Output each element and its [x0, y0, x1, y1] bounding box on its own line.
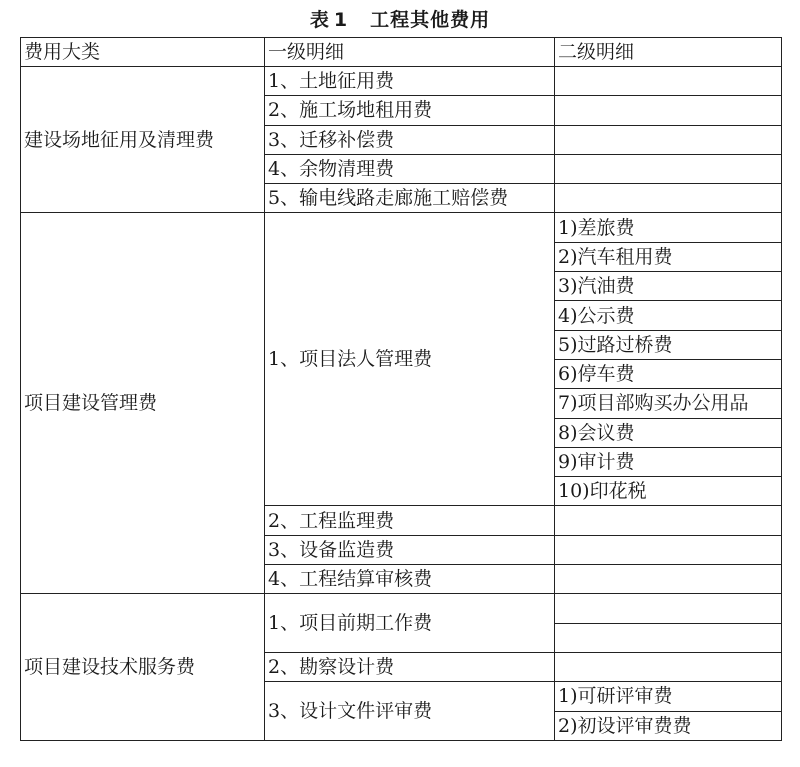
level2-cell — [555, 184, 782, 213]
level2-cell — [555, 154, 782, 183]
level1-cell: 5、输电线路走廊施工赔偿费 — [265, 184, 555, 213]
level1-cell: 3、迁移补偿费 — [265, 125, 555, 154]
header-level2: 二级明细 — [555, 38, 782, 67]
level1-cell: 4、工程结算审核费 — [265, 565, 555, 594]
level1-cell: 1、项目前期工作费 — [265, 594, 555, 653]
level1-cell: 3、设备监造费 — [265, 535, 555, 564]
level2-cell: 5)过路过桥费 — [555, 330, 782, 359]
table-title-text: 工程其他费用 — [370, 9, 491, 31]
level2-cell: 1)可研评审费 — [555, 682, 782, 711]
level2-cell — [555, 652, 782, 681]
table-row — [21, 213, 782, 242]
table-row — [21, 594, 782, 623]
table-row — [21, 67, 782, 96]
table-title-number: 1 — [333, 9, 349, 31]
level2-cell: 8)会议费 — [555, 418, 782, 447]
level1-cell: 4、余物清理费 — [265, 154, 555, 183]
level2-cell — [555, 125, 782, 154]
level2-cell: 1)差旅费 — [555, 213, 782, 242]
level2-cell: 3)汽油费 — [555, 272, 782, 301]
level1-cell: 2、施工场地租用费 — [265, 96, 555, 125]
level2-cell: 4)公示费 — [555, 301, 782, 330]
table-header-row — [21, 38, 782, 67]
table-title — [0, 6, 800, 34]
level2-cell: 10)印花税 — [555, 477, 782, 506]
category-cell: 项目建设技术服务费 — [21, 594, 265, 740]
level2-cell — [555, 506, 782, 535]
category-cell: 项目建设管理费 — [21, 213, 265, 594]
category-cell: 建设场地征用及清理费 — [21, 67, 265, 213]
level1-cell: 1、土地征用费 — [265, 67, 555, 96]
fee-table-body — [21, 38, 782, 741]
level1-cell: 2、勘察设计费 — [265, 652, 555, 681]
level1-cell: 1、项目法人管理费 — [265, 213, 555, 506]
level2-cell — [555, 623, 782, 652]
level2-cell — [555, 96, 782, 125]
header-category: 费用大类 — [21, 38, 265, 67]
level2-cell: 7)项目部购买办公用品 — [555, 389, 782, 418]
level2-cell — [555, 535, 782, 564]
level2-cell — [555, 565, 782, 594]
level2-cell — [555, 67, 782, 96]
level2-cell: 2)初设评审费费 — [555, 711, 782, 740]
level2-cell: 6)停车费 — [555, 359, 782, 388]
level2-cell — [555, 594, 782, 623]
fee-table — [20, 37, 782, 741]
level2-cell: 9)审计费 — [555, 447, 782, 476]
level1-cell: 2、工程监理费 — [265, 506, 555, 535]
level1-cell: 3、设计文件评审费 — [265, 682, 555, 741]
header-level1: 一级明细 — [265, 38, 555, 67]
table-title-label: 表 — [309, 9, 330, 31]
level2-cell: 2)汽车租用费 — [555, 242, 782, 271]
